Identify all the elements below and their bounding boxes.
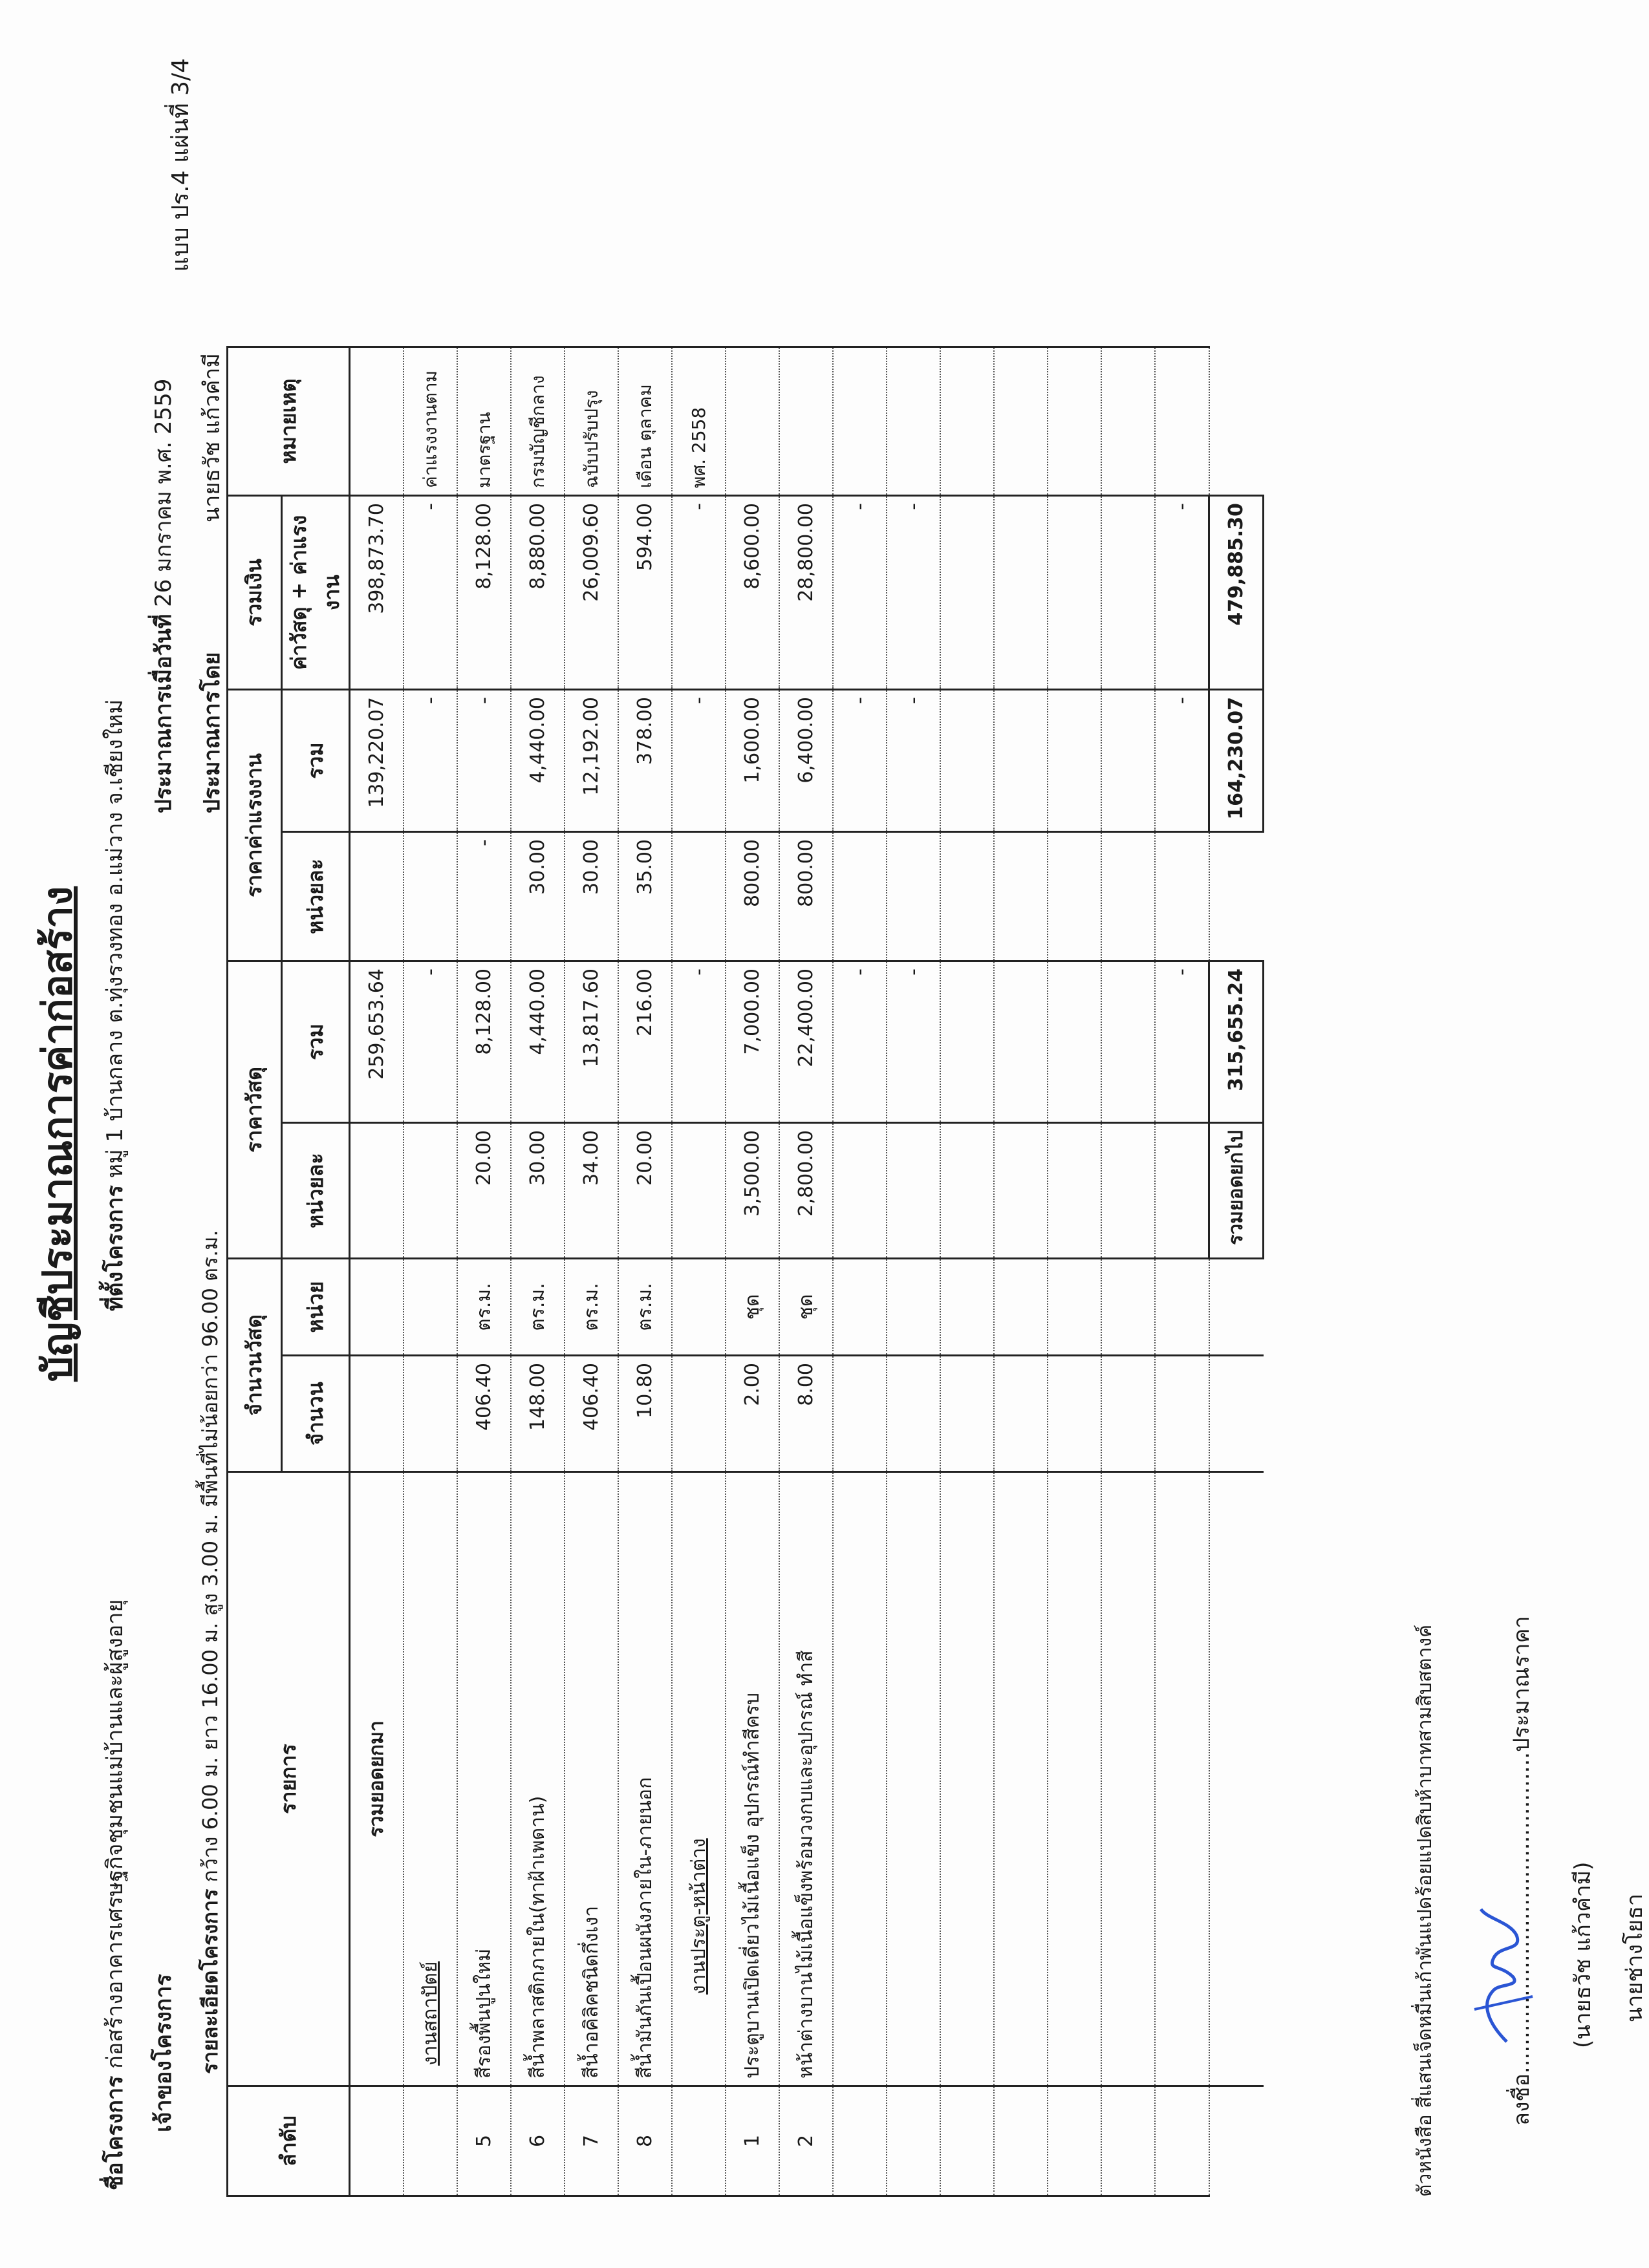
carried-forward-label: รวมยอดยกไป (1209, 1123, 1264, 1259)
table-row (350, 347, 404, 2196)
cell-mat-unit: 34.00 (565, 1123, 618, 1259)
cell-mat-unit (940, 1123, 994, 1259)
cell-mat-unit: 20.00 (457, 1123, 511, 1259)
cell-mat-unit (833, 1123, 887, 1259)
project-name-label: ชื่อโครงการ (102, 2075, 128, 2190)
table-body (350, 347, 1209, 2196)
footer-blank (1209, 832, 1264, 961)
estimate-date-row (146, 379, 180, 813)
cell-qty (672, 1356, 726, 1472)
cell-mat-total: - (1155, 961, 1209, 1123)
cell-mat-unit: 2,800.00 (779, 1123, 833, 1259)
cell-mat-total: 4,440.00 (511, 961, 565, 1123)
cell-item: หน้าต่างบานไม้เนื้อแข็งพร้อมวงกบและอุปกรณ์ ทำสี (779, 1472, 833, 2086)
cell-lab-unit: - (457, 832, 511, 961)
cell-mat-unit (350, 1123, 404, 1259)
cell-lab-total: - (672, 690, 726, 832)
cell-lab-unit (887, 832, 940, 961)
table-row (1155, 347, 1209, 2196)
cell-lab-unit: 30.00 (511, 832, 565, 961)
cell-no: 1 (726, 2086, 779, 2196)
cell-no (940, 2086, 994, 2196)
cell-qty: 148.00 (511, 1356, 565, 1472)
carried-forward-labor-total: 164,230.07 (1209, 690, 1264, 832)
cell-lab-total: 1,600.00 (726, 690, 779, 832)
footer-blank (1209, 2086, 1264, 2196)
cell-qty (1155, 1356, 1209, 1472)
cell-lab-unit (1101, 832, 1155, 961)
cell-no (672, 2086, 726, 2196)
cell-no (1048, 2086, 1101, 2196)
cell-no (350, 2086, 404, 2196)
cell-lab-total (1101, 690, 1155, 832)
cell-lab-unit (404, 832, 457, 961)
project-detail-label: รายละเอียดโครงการ (198, 1888, 222, 2074)
signer-position: นายช่างโยธา (1622, 1893, 1648, 2022)
cell-qty (994, 1356, 1048, 1472)
table-row (457, 347, 511, 2196)
estimator-label: ประมาณการโดย (199, 652, 225, 813)
cell-total: - (404, 496, 457, 690)
cell-total: 26,009.60 (565, 496, 618, 690)
cell-lab-unit (940, 832, 994, 961)
cell-mat-unit (404, 1123, 457, 1259)
bill-of-quantities-table (226, 346, 1264, 2197)
cell-qty (887, 1356, 940, 1472)
header-qty: จำนวน (282, 1356, 350, 1472)
cell-no: 5 (457, 2086, 511, 2196)
cell-mat-unit: 3,500.00 (726, 1123, 779, 1259)
cell-remark (1101, 347, 1155, 496)
footer-blank (1209, 1472, 1264, 2086)
table-row (618, 347, 672, 2196)
header-no: ลำดับ (228, 2086, 350, 2196)
cell-mat-total: 22,400.00 (779, 961, 833, 1123)
carried-forward-material-total: 315,655.24 (1209, 961, 1264, 1123)
cell-mat-unit: 30.00 (511, 1123, 565, 1259)
cell-mat-total: 216.00 (618, 961, 672, 1123)
cell-mat-unit: 20.00 (618, 1123, 672, 1259)
owner-label: เจ้าของโครงการ (151, 1974, 177, 2132)
form-number: แบบ ปร.4 แผ่นที่ 3/4 (167, 58, 194, 272)
header-qty-group: จำนวนวัสดุ (228, 1259, 282, 1472)
cell-qty (404, 1356, 457, 1472)
cell-total (1101, 496, 1155, 690)
cell-mat-total: 8,128.00 (457, 961, 511, 1123)
header-labor-unit-price: หน่วยละ (282, 832, 350, 961)
cell-remark: ฉบับปรับปรุง (565, 347, 618, 496)
table-row (1048, 347, 1101, 2196)
cell-total: - (672, 496, 726, 690)
cell-unit (940, 1259, 994, 1356)
cell-no (994, 2086, 1048, 2196)
cell-remark: พศ. 2558 (672, 347, 726, 496)
cell-item (994, 1472, 1048, 2086)
cell-no (1101, 2086, 1155, 2196)
header-material-total: รวม (282, 961, 350, 1123)
table-row (887, 347, 940, 2196)
cell-total: - (1155, 496, 1209, 690)
cell-lab-total: 6,400.00 (779, 690, 833, 832)
cell-lab-unit (672, 832, 726, 961)
cell-remark: กรมบัญชีกลาง (511, 347, 565, 496)
cell-total: 8,880.00 (511, 496, 565, 690)
cell-no (887, 2086, 940, 2196)
cell-qty (833, 1356, 887, 1472)
cell-mat-total (1101, 961, 1155, 1123)
cell-lab-unit (1048, 832, 1101, 961)
cell-lab-unit (350, 832, 404, 961)
cell-total (1048, 496, 1101, 690)
cell-mat-total: - (887, 961, 940, 1123)
cell-mat-total: 7,000.00 (726, 961, 779, 1123)
cell-no: 8 (618, 2086, 672, 2196)
cell-lab-unit (1155, 832, 1209, 961)
cell-item: สีน้ำอคิลิคชนิดกึ่งเงา (565, 1472, 618, 2086)
signature-line: ลงชื่อ..............................................ประมาณราคา (1509, 1616, 1535, 2126)
cell-lab-total: 4,440.00 (511, 690, 565, 832)
cell-remark (779, 347, 833, 496)
cell-unit (350, 1259, 404, 1356)
cell-lab-unit: 800.00 (726, 832, 779, 961)
location: หมู่ 1 บ้านกลาง ต.ทุ่งรวงทอง อ.แม่วาง จ.เชียงใหม่ (102, 699, 128, 1179)
cell-lab-total (1048, 690, 1101, 832)
cell-qty: 8.00 (779, 1356, 833, 1472)
cell-qty: 2.00 (726, 1356, 779, 1472)
cell-unit (833, 1259, 887, 1356)
cell-mat-unit (672, 1123, 726, 1259)
cell-lab-total: - (833, 690, 887, 832)
cell-lab-unit (833, 832, 887, 961)
cell-no (404, 2086, 457, 2196)
table-row (994, 347, 1048, 2196)
cell-total: - (833, 496, 887, 690)
table-row (565, 347, 618, 2196)
cell-item (940, 1472, 994, 2086)
header-labor-total: รวม (282, 690, 350, 832)
cell-unit (1048, 1259, 1101, 1356)
cell-lab-total: - (887, 690, 940, 832)
cell-lab-unit (994, 832, 1048, 961)
cell-item: สีน้ำพลาสติกภายใน(ทาฝ้าเพดาน) (511, 1472, 565, 2086)
cell-total: 594.00 (618, 496, 672, 690)
cell-total: 8,600.00 (726, 496, 779, 690)
cell-mat-total (1048, 961, 1101, 1123)
cell-unit (994, 1259, 1048, 1356)
cell-unit (404, 1259, 457, 1356)
cell-item (1101, 1472, 1155, 2086)
location-row (97, 700, 132, 1311)
cell-mat-total: 259,653.64 (350, 961, 404, 1123)
project-detail: กว้าง 6.00 ม. ยาว 16.00 ม. สูง 3.00 ม. มีพื้นที่ไม่น้อยกว่า 96.00 ตร.ม. (198, 1230, 222, 1883)
cell-item (1048, 1472, 1101, 2086)
table-row (833, 347, 887, 2196)
cell-item: งานประตู-หน้าต่าง (672, 1472, 726, 2086)
cell-lab-total (940, 690, 994, 832)
cell-remark (1155, 347, 1209, 496)
estimate-date-label: ประมาณการเมื่อวันที่ (151, 614, 177, 813)
cell-qty: 406.40 (457, 1356, 511, 1472)
cell-unit (1101, 1259, 1155, 1356)
footer-blank (1209, 347, 1264, 496)
cell-lab-unit: 30.00 (565, 832, 618, 961)
cell-mat-total: - (404, 961, 457, 1123)
estimator-name: นายธวัช แก้วคำมี (199, 353, 225, 522)
footer-blank (1209, 1356, 1264, 1472)
cell-lab-total (994, 690, 1048, 832)
cell-mat-total: 13,817.60 (565, 961, 618, 1123)
cell-item: สีรองพื้นปูนใหม่ (457, 1472, 511, 2086)
cell-total: 28,800.00 (779, 496, 833, 690)
cell-lab-total: - (404, 690, 457, 832)
cell-lab-total: 12,192.00 (565, 690, 618, 832)
cell-qty: 10.80 (618, 1356, 672, 1472)
amount-in-words: ตัวหนังสือ สี่แสนเจ็ดหมื่นเก้าพันแปดร้อยแปดสิบห้าบาทสามสิบสตางค์ (1414, 1624, 1436, 2197)
header-labor-group: ราคาค่าแรงงาน (228, 690, 282, 961)
cell-remark (1048, 347, 1101, 496)
cell-mat-total (994, 961, 1048, 1123)
cell-qty (350, 1356, 404, 1472)
cell-lab-unit: 35.00 (618, 832, 672, 961)
cell-no: 2 (779, 2086, 833, 2196)
project-name-row (97, 1599, 132, 2190)
cell-qty (940, 1356, 994, 1472)
table-row (404, 347, 457, 2196)
cell-qty (1101, 1356, 1155, 1472)
cell-unit (1155, 1259, 1209, 1356)
cell-item (833, 1472, 887, 2086)
cell-lab-total: - (1155, 690, 1209, 832)
cell-no: 7 (565, 2086, 618, 2196)
cell-mat-total: - (672, 961, 726, 1123)
header-remark: หมายเหตุ (228, 347, 350, 496)
cell-remark (940, 347, 994, 496)
cell-remark (994, 347, 1048, 496)
cell-mat-unit (1101, 1123, 1155, 1259)
cell-total: 8,128.00 (457, 496, 511, 690)
project-name: ก่อสร้างอาคารเศรษฐกิจชุมชนแม่บ้านและผู้สูงอายุ (102, 1599, 128, 2069)
cell-mat-total (940, 961, 994, 1123)
footer-blank (1209, 1259, 1264, 1356)
signer-name: (นายธวัช แก้วคำมี) (1570, 1861, 1596, 2048)
cell-mat-unit (1155, 1123, 1209, 1259)
cell-no: 6 (511, 2086, 565, 2196)
table-row (726, 347, 779, 2196)
cell-unit: ตร.ม. (511, 1259, 565, 1356)
cell-mat-total: - (833, 961, 887, 1123)
header-material-group: ราคาวัสดุ (228, 961, 282, 1259)
cell-lab-total: 139,220.07 (350, 690, 404, 832)
cell-remark (726, 347, 779, 496)
cell-item: รวมยอดยกมา (350, 1472, 404, 2086)
header-sum-subtitle: ค่าวัสดุ + ค่าแรงงาน (282, 496, 350, 690)
cell-lab-total: 378.00 (618, 690, 672, 832)
cell-qty (1048, 1356, 1101, 1472)
cell-unit (672, 1259, 726, 1356)
cell-remark (887, 347, 940, 496)
table-row (940, 347, 994, 2196)
table-row (1101, 347, 1155, 2196)
header-sum-group: รวมเงิน (228, 496, 282, 690)
estimate-date: 26 มกราคม พ.ศ. 2559 (151, 378, 177, 607)
cell-unit (887, 1259, 940, 1356)
cell-remark: ค่าแรงงานตาม (404, 347, 457, 496)
cell-total (994, 496, 1048, 690)
location-label: ที่ตั้งโครงการ (102, 1185, 128, 1311)
cell-unit: ชุด (726, 1259, 779, 1356)
cell-remark: เดือน ตุลาคม (618, 347, 672, 496)
cell-remark: มาตรฐาน (457, 347, 511, 496)
cell-unit: ตร.ม. (618, 1259, 672, 1356)
carried-forward-grand-total: 479,885.30 (1209, 496, 1264, 690)
cell-item: ประตูบานเปิดเดี่ยวไม้เนื้อแข็ง อุปกรณ์ทำสีครบ (726, 1472, 779, 2086)
header-material-unit-price: หน่วยละ (282, 1123, 350, 1259)
header-unit: หน่วย (282, 1259, 350, 1356)
project-detail-row (194, 1230, 227, 2074)
cell-lab-total: - (457, 690, 511, 832)
cell-item (1155, 1472, 1209, 2086)
table-row (779, 347, 833, 2196)
cell-total: 398,873.70 (350, 496, 404, 690)
cell-item: งานสถาปัตย์ (404, 1472, 457, 2086)
cell-qty: 406.40 (565, 1356, 618, 1472)
cell-remark (350, 347, 404, 496)
cell-mat-unit (994, 1123, 1048, 1259)
cell-unit: ตร.ม. (457, 1259, 511, 1356)
cell-item: สีน้ำมันกันเปื้อนผนังภายใน-ภายนอก (618, 1472, 672, 2086)
cell-total: - (887, 496, 940, 690)
table-row (511, 347, 565, 2196)
cell-unit: ชุด (779, 1259, 833, 1356)
header-item: รายการ (228, 1472, 350, 2086)
cell-mat-unit (887, 1123, 940, 1259)
table-row (672, 347, 726, 2196)
cell-no (1155, 2086, 1209, 2196)
cell-no (833, 2086, 887, 2196)
cell-unit: ตร.ม. (565, 1259, 618, 1356)
cell-remark (833, 347, 887, 496)
cell-lab-unit: 800.00 (779, 832, 833, 961)
document-title: บัญชีประมาณการค่าก่อสร้าง (34, 886, 81, 1382)
cell-total (940, 496, 994, 690)
cell-item (887, 1472, 940, 2086)
cell-mat-unit (1048, 1123, 1101, 1259)
